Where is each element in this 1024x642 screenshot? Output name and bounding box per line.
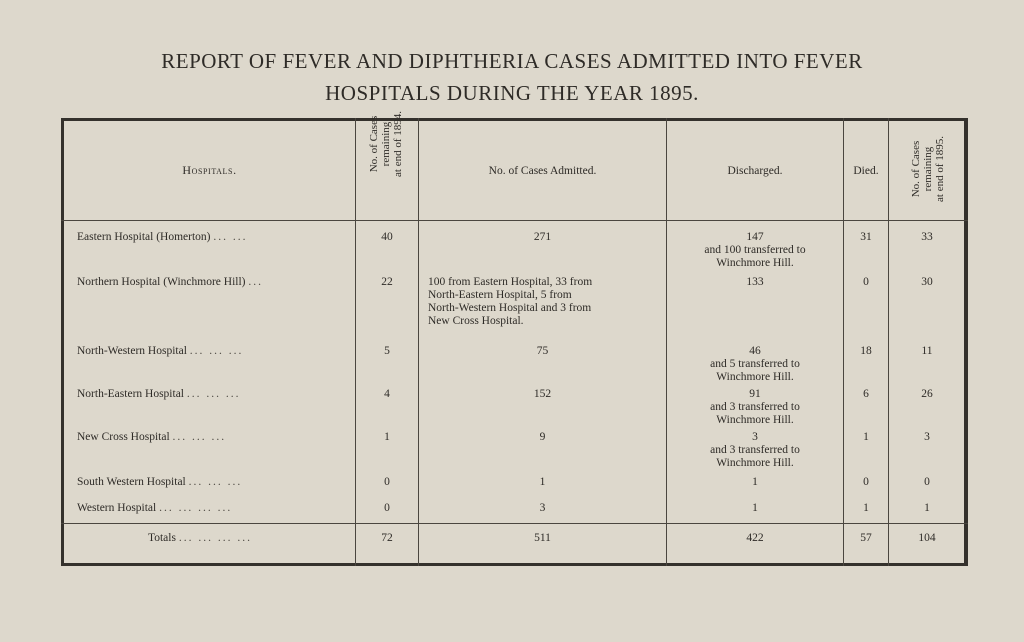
- hospital-name: South Western Hospital ... ... ...: [77, 476, 243, 488]
- remaining-1894-value: 1: [384, 431, 390, 443]
- discharged-value: 91 and 3 transferred to Winchmore Hill.: [710, 388, 800, 426]
- header-remaining-1894: No. of Cases remaining at end of 1894.: [368, 111, 404, 177]
- discharged-value: 3 and 3 transferred to Winchmore Hill.: [710, 431, 800, 469]
- died-value: 31: [860, 231, 872, 243]
- totals-divider: [61, 523, 968, 524]
- died-value: 18: [860, 345, 872, 357]
- header-discharged: Discharged.: [727, 164, 783, 177]
- header-died: Died.: [853, 164, 879, 177]
- total-died: 57: [860, 532, 872, 544]
- hospital-name: New Cross Hospital ... ... ...: [77, 431, 227, 443]
- total-discharged: 422: [746, 532, 764, 544]
- remaining-1895-value: 0: [924, 476, 930, 488]
- died-value: 6: [863, 388, 869, 400]
- hospital-name: North-Western Hospital ... ... ...: [77, 345, 244, 357]
- header-hospitals: Hospitals.: [182, 163, 237, 177]
- remaining-1894-value: 22: [381, 276, 393, 288]
- remaining-1894-value: 5: [384, 345, 390, 357]
- admitted-value: 1: [539, 476, 546, 488]
- admitted-value: 75: [536, 345, 549, 357]
- totals-label: Totals ... ... ... ...: [148, 532, 252, 544]
- total-admitted: 511: [534, 532, 551, 544]
- hospital-name: Eastern Hospital (Homerton) ... ...: [77, 231, 248, 243]
- hospital-name: North-Eastern Hospital ... ... ...: [77, 388, 241, 400]
- column-divider: [888, 118, 889, 566]
- hospital-name: Western Hospital ... ... ... ...: [77, 502, 233, 514]
- remaining-1895-value: 33: [921, 231, 933, 243]
- remaining-1895-value: 1: [924, 502, 930, 514]
- died-value: 0: [863, 276, 869, 288]
- discharged-value: 147 and 100 transferred to Winchmore Hill.: [704, 231, 806, 269]
- report-title-line-2: HOSPITALS DURING THE YEAR 1895.: [325, 81, 699, 105]
- remaining-1895-value: 26: [921, 388, 933, 400]
- hospital-name: Northern Hospital (Winchmore Hill) ...: [77, 276, 263, 288]
- admitted-value: 271: [533, 231, 552, 243]
- remaining-1895-value: 11: [921, 345, 933, 357]
- admitted-value: 152: [533, 388, 552, 400]
- remaining-1895-value: 30: [921, 276, 933, 288]
- remaining-1894-value: 4: [384, 388, 390, 400]
- discharged-value: 1: [752, 476, 758, 488]
- admitted-value: 3: [539, 502, 546, 514]
- died-value: 1: [863, 431, 869, 443]
- remaining-1894-value: 40: [381, 231, 393, 243]
- total-remaining-1895: 104: [918, 532, 936, 544]
- admitted-value: 100 from Eastern Hospital, 33 from North-Eastern Hospital, 5 from North-Western Hospital and 3 from New Cross Hospital.: [428, 276, 593, 327]
- header-remaining-1895: No. of Cases remaining at end of 1895.: [910, 136, 946, 202]
- total-remaining-1894: 72: [381, 532, 393, 544]
- report-title-line-1: REPORT OF FEVER AND DIPHTHERIA CASES ADMITTED INTO FEVER: [161, 49, 863, 73]
- died-value: 0: [863, 476, 869, 488]
- died-value: 1: [863, 502, 869, 514]
- remaining-1894-value: 0: [384, 502, 390, 514]
- discharged-value: 133: [746, 276, 764, 288]
- header-divider: [61, 220, 968, 221]
- discharged-value: 1: [752, 502, 758, 514]
- remaining-1895-value: 3: [924, 431, 930, 443]
- admitted-value: 9: [539, 431, 546, 443]
- header-admitted: No. of Cases Admitted.: [488, 164, 597, 177]
- column-divider: [355, 118, 356, 566]
- discharged-value: 46 and 5 transferred to Winchmore Hill.: [710, 345, 800, 383]
- remaining-1894-value: 0: [384, 476, 390, 488]
